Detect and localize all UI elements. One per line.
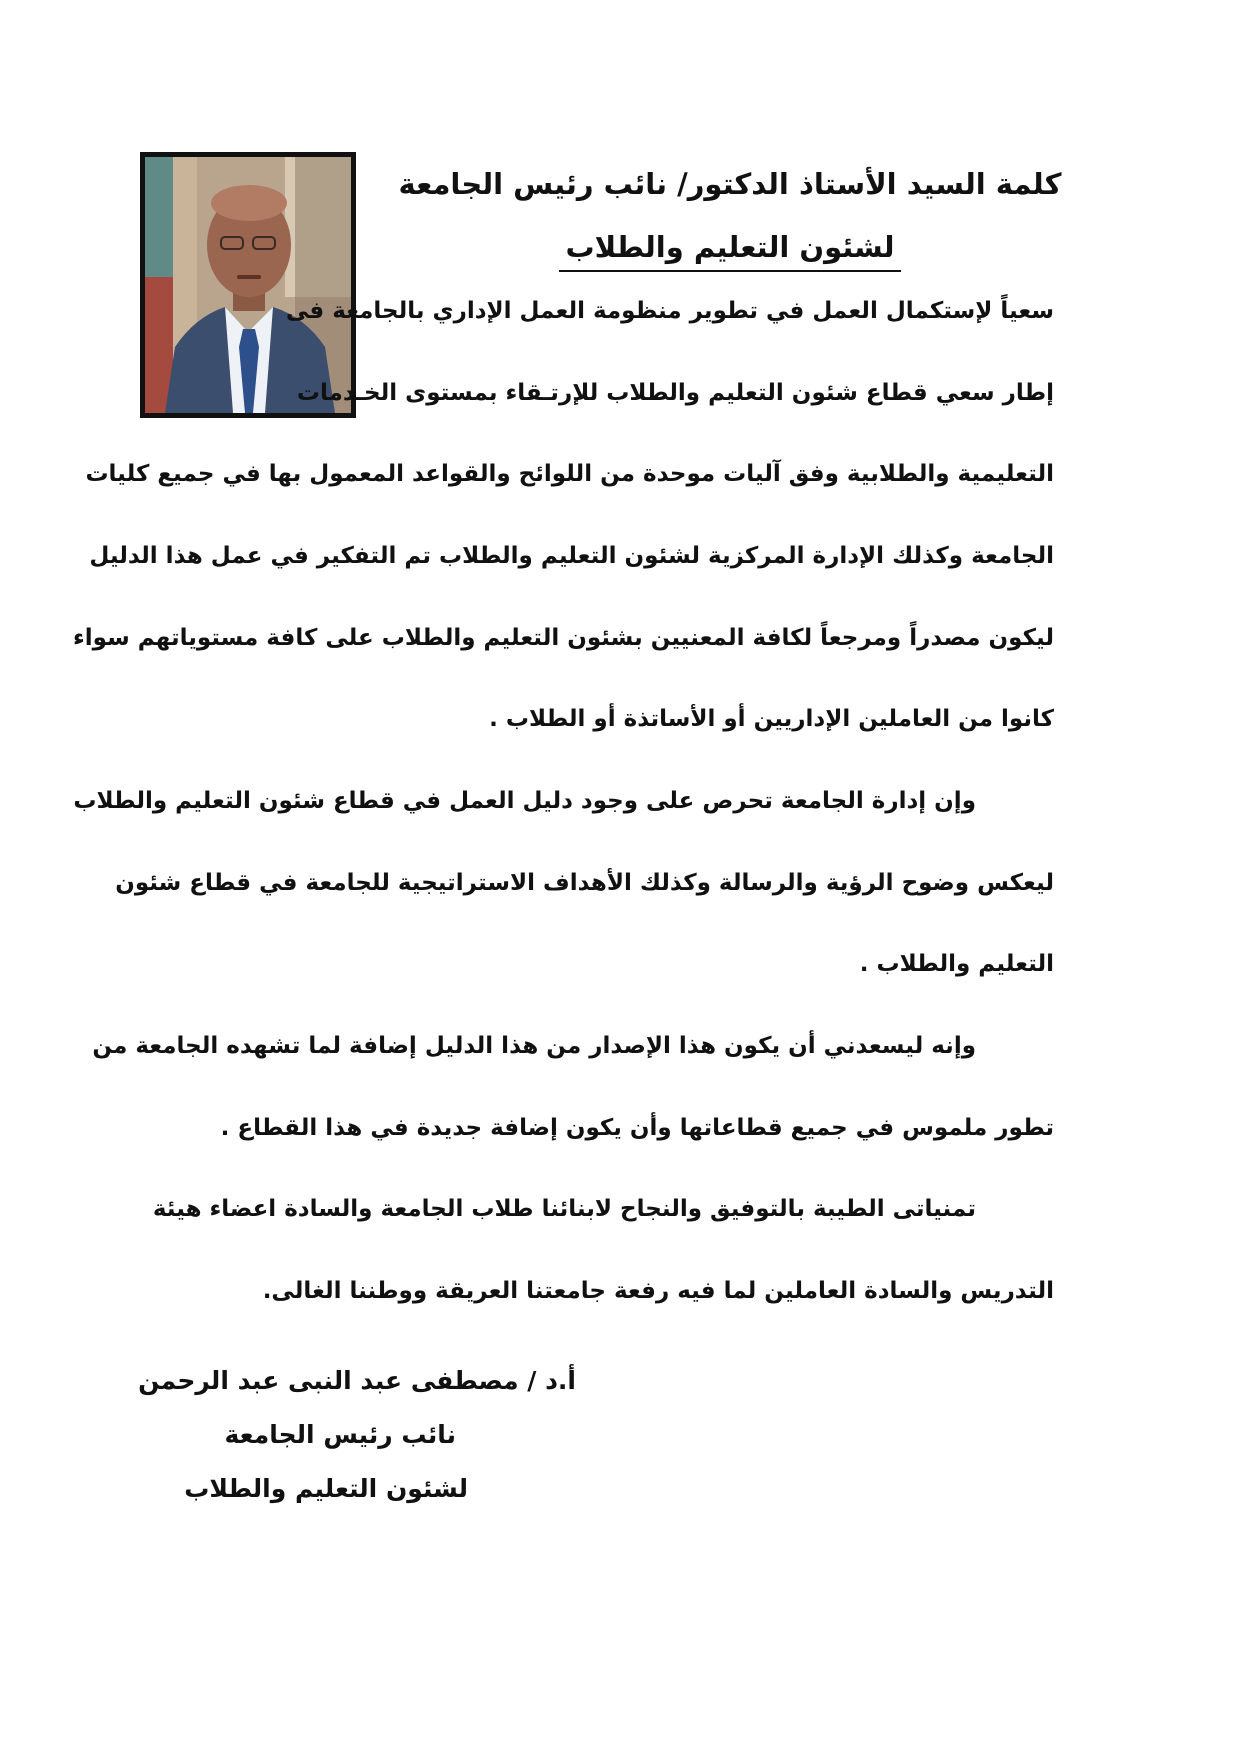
paragraph-4-line-1: تمنياتى الطيبة بالتوفيق والنجاح لابنائنا طلاب الجامعة والسادة اعضاء هيئة xyxy=(152,1196,976,1222)
signature-role: نائب رئيس الجامعة xyxy=(224,1420,456,1449)
paragraph-1-line-2: إطار سعي قطاع شئون التعليم والطلاب للإرتـقاء بمستوى الخـدمات xyxy=(296,380,1054,406)
paragraph-1-line-5: ليكون مصدراً ومرجعاً لكافة المعنيين بشئون التعليم والطلاب على كافة مستوياتهم سواء xyxy=(73,625,1054,651)
paragraph-3-line-1: وإنه ليسعدني أن يكون هذا الإصدار من هذا الدليل إضافة لما تشهده الجامعة من xyxy=(92,1033,976,1059)
paragraph-1-line-3: التعليمية والطلابية وفق آليات موحدة من اللوائح والقواعد المعمول بها في جميع كليات xyxy=(85,461,1054,487)
paragraph-1-line-1: سعياً لإستكمال العمل في تطوير منظومة العمل الإداري بالجامعة فى xyxy=(285,298,1054,324)
paragraph-2-line-1: وإن إدارة الجامعة تحرص على وجود دليل العمل في قطاع شئون التعليم والطلاب xyxy=(73,788,976,814)
paragraph-1-line-6: كانوا من العاملين الإداريين أو الأساتذة أو الطلاب . xyxy=(489,706,1054,732)
paragraph-1-line-4: الجامعة وكذلك الإدارة المركزية لشئون التعليم والطلاب تم التفكير في عمل هذا الدليل xyxy=(89,543,1054,569)
page-subtitle: لشئون التعليم والطلاب xyxy=(380,233,1080,272)
signature-sector: لشئون التعليم والطلاب xyxy=(184,1474,468,1503)
paragraph-3-line-2: تطور ملموس في جميع قطاعاتها وأن يكون إضافة جديدة في هذا القطاع . xyxy=(220,1115,1054,1141)
paragraph-4-line-2: التدريس والسادة العاملين لما فيه رفعة جامعتنا العريقة ووطننا الغالى. xyxy=(262,1278,1054,1304)
page-title: كلمة السيد الأستاذ الدكتور/ نائب رئيس الجامعة xyxy=(398,167,1062,201)
paragraph-2-line-2: ليعكس وضوح الرؤية والرسالة وكذلك الأهداف الاستراتيجية للجامعة في قطاع شئون xyxy=(115,870,1054,896)
signature-name: أ.د / مصطفى عبد النبى عبد الرحمن xyxy=(138,1366,576,1395)
paragraph-2-line-3: التعليم والطلاب . xyxy=(859,951,1054,977)
portrait-image xyxy=(145,157,351,413)
portrait-photo xyxy=(140,152,356,418)
